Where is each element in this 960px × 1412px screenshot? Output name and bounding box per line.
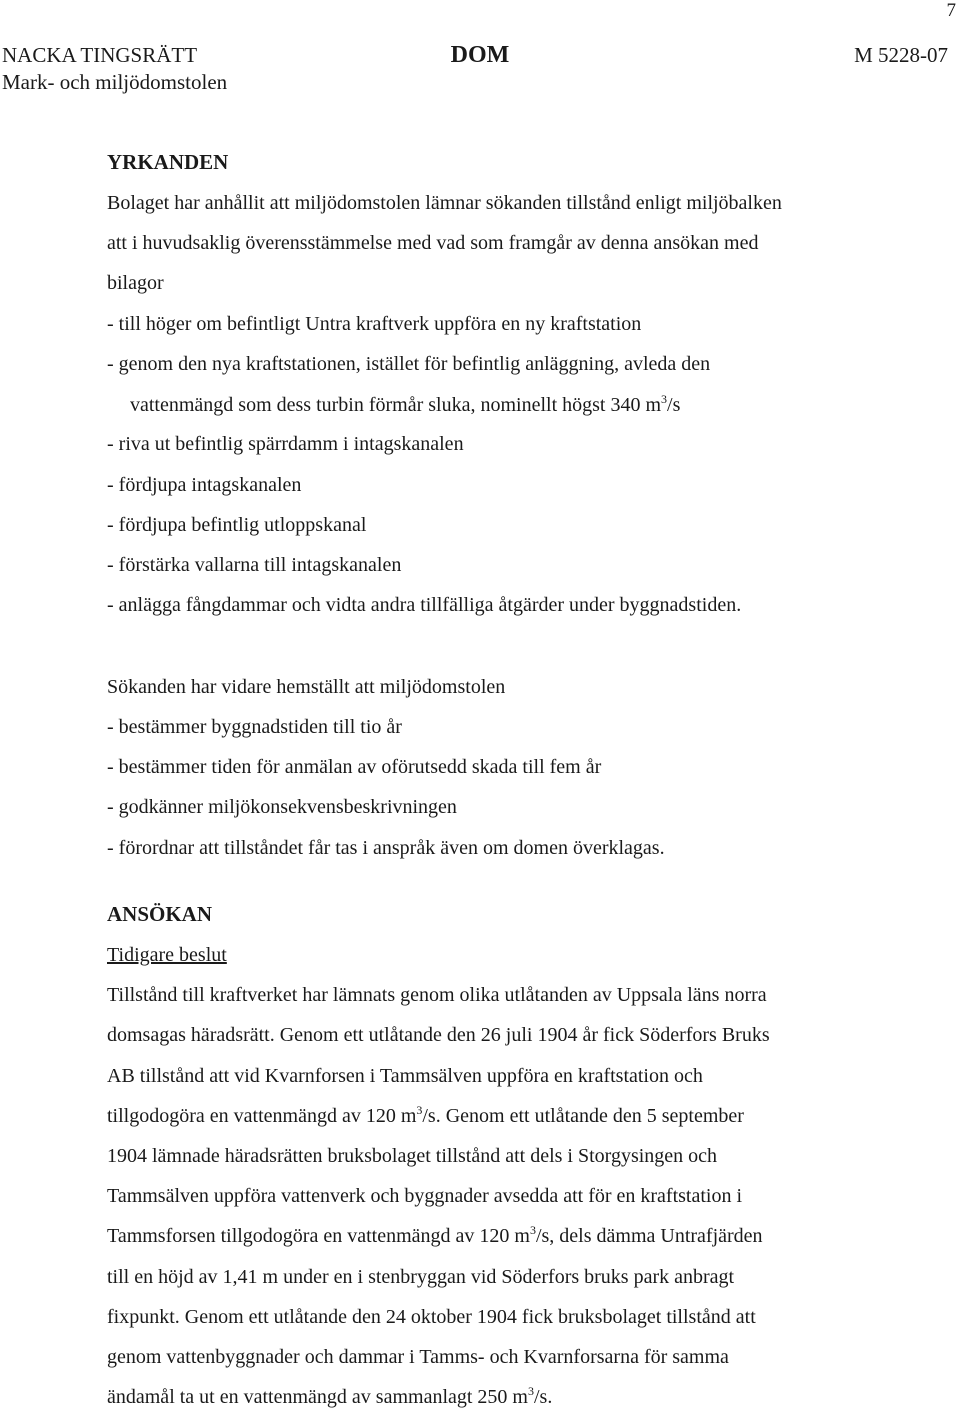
paragraph-line — [107, 1224, 763, 1248]
text-run: /s. Genom ett utlåtande den 5 september — [422, 1105, 744, 1127]
list-item-continuation — [130, 393, 680, 417]
paragraph-line: Bolaget har anhållit att miljödomstolen lämnar sökanden tillstånd enligt miljöbalken — [107, 192, 782, 214]
list-item: - genom den nya kraftstationen, istället för befintlig anläggning, avleda den — [107, 353, 711, 375]
text-run: Tammsforsen tillgodogöra en vattenmängd av 120 m — [107, 1225, 530, 1247]
paragraph-line — [107, 1385, 552, 1409]
list-item: - bestämmer byggnadstiden till tio år — [107, 716, 402, 738]
paragraph-line: Tillstånd till kraftverket har lämnats genom olika utlåtanden av Uppsala läns norra — [107, 984, 767, 1006]
superscript: 3 — [661, 392, 668, 406]
text-run: ändamål ta ut en vattenmängd av sammanlagt 250 m — [107, 1386, 528, 1408]
court-name: NACKA TINGSRÄTT — [2, 43, 198, 67]
paragraph-line: Tammsälven uppföra vattenverk och byggnader avsedda att för en kraftstation i — [107, 1185, 743, 1207]
paragraph-line: Sökanden har vidare hemställt att miljödomstolen — [107, 676, 506, 698]
list-item: - till höger om befintligt Untra kraftverk uppföra en ny kraftstation — [107, 313, 642, 335]
list-item: - förstärka vallarna till intagskanalen — [107, 554, 402, 576]
paragraph-line: fixpunkt. Genom ett utlåtande den 24 oktober 1904 fick bruksbolaget tillstånd att — [107, 1306, 756, 1328]
paragraph-line: AB tillstånd att vid Kvarnforsen i Tammsälven uppföra en kraftstation och — [107, 1065, 703, 1087]
list-item: - anlägga fångdammar och vidta andra tillfälliga åtgärder under byggnadstiden. — [107, 594, 742, 616]
list-item: - bestämmer tiden för anmälan av oförutsedd skada till fem år — [107, 756, 602, 778]
case-number: M 5228-07 — [854, 43, 948, 67]
court-department: Mark- och miljödomstolen — [2, 70, 228, 94]
text-run: vattenmängd som dess turbin förmår sluka, nominellt högst 340 m — [130, 394, 662, 416]
superscript: 3 — [416, 1103, 423, 1117]
paragraph-line: bilagor — [107, 272, 164, 294]
superscript: 3 — [528, 1384, 534, 1398]
text-run: tillgodogöra en vattenmängd av 120 m — [107, 1105, 417, 1127]
page-number: 7 — [946, 0, 956, 21]
text-run: /s. — [534, 1386, 553, 1408]
list-item: - godkänner miljökonsekvensbeskrivningen — [107, 796, 457, 818]
text-run: /s — [667, 394, 681, 416]
paragraph-line: att i huvudsaklig överensstämmelse med vad som framgår av denna ansökan med — [107, 232, 759, 254]
paragraph-line: 1904 lämnade häradsrätten bruksbolaget tillstånd att dels i Storgysingen och — [107, 1145, 718, 1167]
paragraph-line — [107, 1104, 744, 1128]
section-heading-yrkanden: YRKANDEN — [107, 150, 229, 174]
list-item: - förordnar att tillståndet får tas i anspråk även om domen överklagas. — [107, 837, 665, 859]
subheading-tidigare-beslut: Tidigare beslut — [107, 944, 227, 966]
list-item: - fördjupa befintlig utloppskanal — [107, 514, 367, 536]
document-type: DOM — [450, 42, 510, 68]
text-run: /s, dels dämma Untrafjärden — [535, 1225, 763, 1247]
superscript: 3 — [529, 1223, 536, 1237]
section-heading-ansokan: ANSÖKAN — [107, 902, 213, 926]
paragraph-line: genom vattenbyggnader och dammar i Tamms- och Kvarnforsarna för samma — [107, 1346, 729, 1368]
list-item: - riva ut befintlig spärrdamm i intagskanalen — [107, 433, 464, 455]
paragraph-line: domsagas häradsrätt. Genom ett utlåtande den 26 juli 1904 år fick Söderfors Bruks — [107, 1024, 770, 1046]
list-item: - fördjupa intagskanalen — [107, 474, 302, 496]
paragraph-line: till en höjd av 1,41 m under en i stenbryggan vid Söderfors bruks park anbragt — [107, 1266, 735, 1288]
